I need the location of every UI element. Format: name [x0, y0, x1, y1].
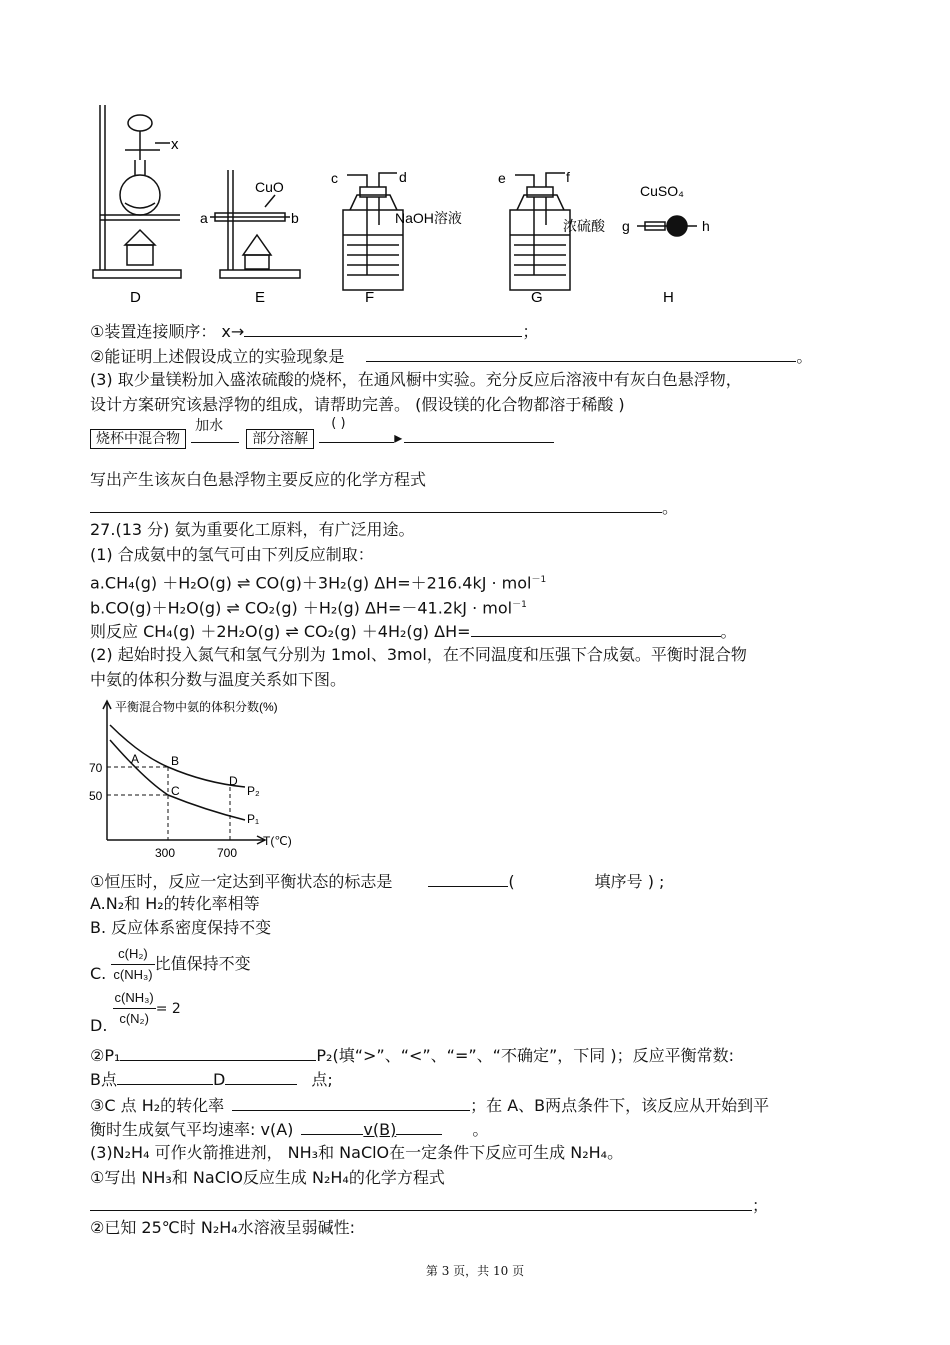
flow-paren: ( ) — [331, 416, 346, 431]
s2-d: D — [212, 1070, 226, 1089]
s1-end: 填序号 ) ; — [594, 872, 665, 891]
q27-p3: (3)N₂H₄ 可作火箭推进剂， NH₃和 NaClO在一定条件下反应可生成 N₂H₄。 — [90, 1143, 624, 1162]
opt-a: A.N₂和 H₂的转化率相等 — [90, 894, 260, 913]
flow-answer-blank[interactable] — [404, 426, 554, 443]
s3-d: v(B) — [363, 1120, 397, 1139]
q26-line5: 写出产生该灰白色悬浮物主要反应的化学方程式 — [90, 470, 427, 489]
eq-b-sup: －1 — [512, 600, 527, 610]
s1-text: ①恒压时，反应一定达到平衡状态的标志是 — [90, 872, 393, 891]
q26-l2b: 。 — [796, 347, 813, 366]
q26-line4: 设计方案研究该悬浮物的组成，请帮助完善。 (假设镁的化合物都溶于稀酸 ) — [90, 395, 625, 414]
answer-blank[interactable] — [396, 1118, 442, 1135]
flow-box-partial: 部分溶解 — [246, 429, 314, 449]
label-d: D — [130, 289, 141, 306]
q27-p2b: 中氨的体积分数与温度关系如下图。 — [90, 670, 347, 689]
q27-s1 — [90, 870, 664, 892]
frac-d-den: c(N₂) — [119, 1011, 149, 1026]
eq-a — [90, 570, 546, 593]
opt-d-pre: D. — [90, 1016, 108, 1035]
opt-d-post: = 2 — [155, 1001, 181, 1017]
label-p2: P₂ — [247, 784, 260, 798]
answer-blank[interactable] — [428, 870, 508, 887]
s2-c: B点 — [90, 1070, 117, 1089]
s1-paren: ( — [508, 872, 515, 891]
flow-arrow-2: ( ) ▸ — [319, 428, 399, 448]
acid-label: 浓硫酸 — [563, 218, 605, 234]
apparatus-figure — [85, 95, 735, 310]
answer-blank[interactable] — [225, 1068, 297, 1085]
q27-p3-1-line — [90, 1194, 768, 1216]
apparatus-d — [93, 105, 181, 278]
tick-50: 50 — [89, 789, 103, 803]
q26-line6 — [90, 496, 678, 518]
eq-c-end: 。 — [720, 622, 737, 641]
opt-b: B. 反应体系密度保持不变 — [90, 918, 272, 937]
chart-ylabel: 平衡混合物中氨的体积分数(%) — [115, 700, 278, 714]
h-label: h — [702, 218, 710, 234]
s3-e: 。 — [472, 1120, 489, 1139]
q27-s3 — [90, 1094, 769, 1116]
naoh-label: NaOH溶液 — [395, 210, 462, 226]
cuo-label: CuO — [255, 179, 284, 195]
flow-arrow-1 — [191, 418, 241, 448]
tick-700: 700 — [217, 846, 238, 860]
p3-1-end: ； — [752, 1196, 769, 1215]
point-d: D — [229, 774, 238, 788]
s2-b: P₂(填“>”、“<”、“=”、“不确定”，下同 )；反应平衡常数: — [316, 1046, 734, 1065]
label-g: G — [531, 289, 543, 306]
b-label: b — [291, 210, 299, 226]
eq-b — [90, 595, 527, 618]
g-label: g — [622, 218, 630, 234]
frac-c — [111, 944, 154, 985]
apparatus-h — [637, 216, 697, 236]
apparatus-g — [510, 173, 570, 290]
s2-e: 点; — [311, 1070, 333, 1089]
eq-c — [90, 620, 737, 642]
tick-70: 70 — [89, 761, 103, 775]
eq-c-text: 则反应 CH₄(g) ＋2H₂O(g) ⇌ CO₂(g) ＋4H₂(g) ΔH= — [90, 622, 471, 641]
opt-c-pre: C. — [90, 964, 107, 983]
cuso4-label: CuSO₄ — [640, 183, 684, 199]
answer-blank[interactable] — [301, 1118, 363, 1135]
f-label: f — [566, 169, 570, 185]
opt-d — [90, 990, 181, 1047]
flow-box-mixture: 烧杯中混合物 — [90, 429, 186, 449]
answer-blank[interactable] — [90, 496, 662, 513]
q26-l1a: ①装置连接顺序： x→ — [90, 322, 245, 341]
answer-blank[interactable] — [120, 1044, 316, 1061]
q27-s2-line2 — [90, 1068, 333, 1090]
q26-l6-end: 。 — [662, 498, 679, 517]
frac-d-num: c(NH₃) — [113, 988, 156, 1009]
q26-line3: (3) 取少量镁粉加入盛浓硫酸的烧杯，在通风橱中实验。充分反应后溶液中有灰白色悬浮物， — [90, 370, 742, 389]
q27-p3-2: ②已知 25℃时 N₂H₄水溶液呈弱碱性: — [90, 1218, 356, 1237]
q27-p2a: (2) 起始时投入氮气和氢气分别为 1mol、3mol，在不同温度和压强下合成氨。平衡时混合物 — [90, 645, 747, 664]
s3-c: 衡时生成氨气平均速率: v(A) — [90, 1120, 294, 1139]
answer-blank[interactable] — [366, 345, 796, 362]
spacer — [515, 871, 595, 887]
q27-s2 — [90, 1044, 734, 1066]
equilibrium-chart — [85, 695, 325, 865]
frac-c-num: c(H₂) — [111, 944, 154, 965]
eq-a-sup: －1 — [531, 575, 547, 585]
flow-diagram — [90, 416, 554, 449]
label-f: F — [365, 289, 375, 306]
s3-b: ；在 A、B两点条件下，该反应从开始到平 — [470, 1096, 770, 1115]
answer-blank[interactable] — [232, 1094, 470, 1111]
eq-a-text: a.CH₄(g) ＋H₂O(g) ⇌ CO(g)＋3H₂(g) ΔH=＋216.4kJ · mol — [90, 573, 532, 593]
a-label: a — [200, 210, 208, 226]
chart-xlabel: T(℃) — [263, 834, 292, 848]
label-h: H — [663, 289, 674, 306]
q27-p1: (1) 合成氨中的氢气可由下列反应制取： — [90, 545, 374, 564]
q27-title: 27.(13 分) 氨为重要化工原料，有广泛用途。 — [90, 520, 415, 539]
answer-blank[interactable] — [244, 320, 522, 337]
opt-c-post: 比值保持不变 — [154, 954, 251, 973]
answer-blank[interactable] — [471, 620, 721, 637]
point-b: B — [171, 754, 180, 768]
q27-p3-1: ①写出 NH₃和 NaClO反应生成 N₂H₄的化学方程式 — [90, 1168, 445, 1187]
tick-300: 300 — [155, 846, 176, 860]
e-label: e — [498, 170, 506, 186]
s3-a: ③C 点 H₂的转化率 — [90, 1096, 225, 1115]
frac-d — [113, 988, 156, 1029]
q26-line1 — [90, 320, 538, 342]
answer-blank[interactable] — [117, 1068, 213, 1085]
eq-b-text: b.CO(g)＋H₂O(g) ⇌ CO₂(g) ＋H₂(g) ΔH=－41.2kJ · mol — [90, 598, 513, 618]
q26-line2 — [90, 345, 812, 367]
q26-l1b: ； — [522, 322, 539, 341]
answer-blank[interactable] — [90, 1194, 752, 1211]
frac-c-den: c(NH₃) — [113, 967, 153, 982]
q26-l2a: ②能证明上述假设成立的实验现象是 — [90, 347, 345, 366]
apparatus-f — [343, 173, 403, 290]
c-label: c — [331, 170, 338, 186]
page-footer: 第 3 页，共 10 页 — [425, 1264, 525, 1278]
q27-s3-line2 — [90, 1118, 488, 1140]
x-label: x — [171, 136, 179, 153]
label-p1: P₁ — [247, 812, 260, 826]
point-a: A — [131, 752, 140, 766]
flow-add-water: 加水 — [195, 418, 224, 434]
label-e: E — [255, 289, 266, 306]
point-c: C — [171, 784, 180, 798]
d-label: d — [399, 169, 407, 185]
s2-a: ②P₁ — [90, 1046, 121, 1065]
